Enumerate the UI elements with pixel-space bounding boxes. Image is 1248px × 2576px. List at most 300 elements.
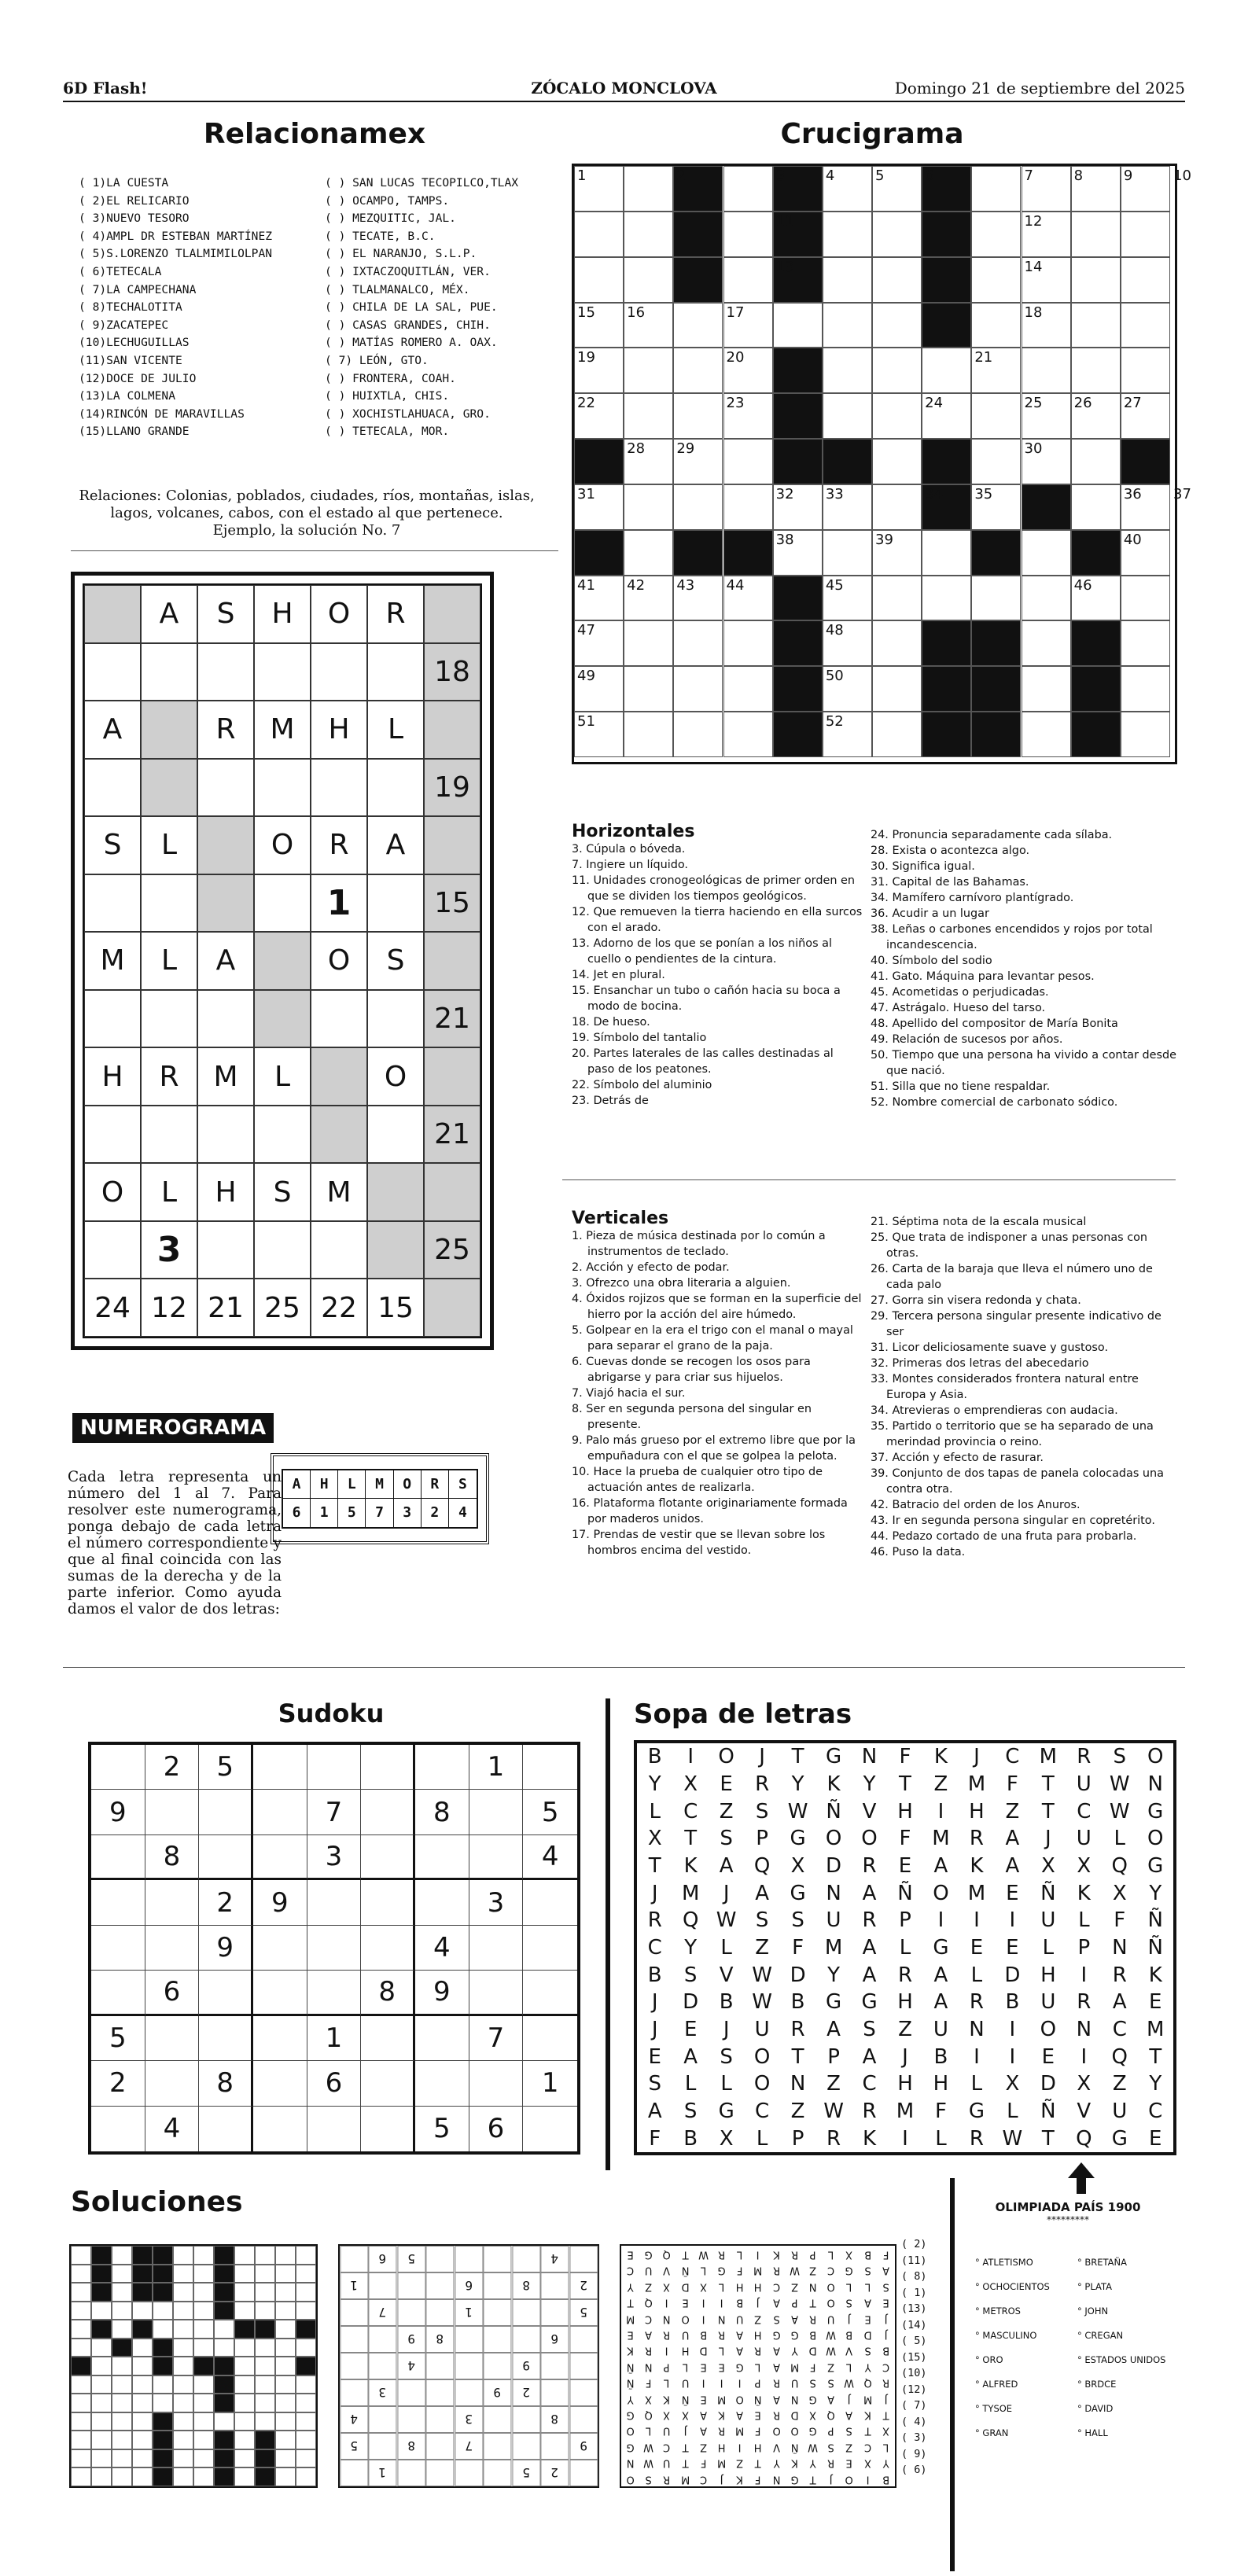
solution-sopa-letter: C xyxy=(827,2264,835,2276)
solution-crossword-cell xyxy=(132,2394,153,2412)
relacionamex-answer: ( 7) xyxy=(901,2399,927,2412)
solution-sopa-letter: S xyxy=(773,2312,780,2324)
numerograma-cell xyxy=(84,990,141,1048)
solution-sudoku-cell: 8 xyxy=(397,2433,425,2460)
solution-sopa-letter: B xyxy=(882,2344,889,2357)
numerograma-cell xyxy=(197,759,254,817)
sopa-letter: T xyxy=(1149,2044,1162,2069)
sopa-letter: Y xyxy=(1149,1881,1162,1905)
sudoku-cell xyxy=(361,2107,415,2151)
crossword-cell xyxy=(971,257,1021,303)
solution-crossword-cell xyxy=(173,2467,193,2486)
sopa-letter: L xyxy=(720,2072,732,2096)
numerograma-cell xyxy=(311,759,367,817)
solution-sopa-letter: P xyxy=(827,2424,834,2437)
sopa-letter: G xyxy=(825,1990,842,2015)
solution-crossword-cell xyxy=(214,2357,234,2375)
crossword-cell xyxy=(872,257,922,303)
sopa-letter: A xyxy=(683,2044,698,2069)
sopa-letter: I xyxy=(687,1745,694,1769)
solution-crossword-cell xyxy=(91,2449,112,2468)
solution-crossword-cell xyxy=(91,2412,112,2431)
sopa-letter: F xyxy=(1114,1908,1126,1933)
crossword-cell xyxy=(624,620,673,666)
solution-sopa-letter: S xyxy=(882,2280,889,2293)
crossword-cell xyxy=(872,666,922,712)
crossword-cell xyxy=(1071,620,1121,666)
solution-crossword-cell xyxy=(275,2302,296,2320)
numerograma-cell: 24 xyxy=(84,1279,141,1337)
clue-item: 15. Ensanchar un tubo o cañón hacia su boca a modo de bocina. xyxy=(572,984,841,1013)
crossword-cell xyxy=(673,620,723,666)
crossword-cell xyxy=(922,303,971,348)
sopa-letter: M xyxy=(1039,1745,1058,1769)
relacionamex-place: ( 2)EL RELICARIO xyxy=(79,193,190,208)
crossword-cell xyxy=(872,712,922,757)
crossword-cell xyxy=(872,576,922,621)
numerograma-key-number: 2 xyxy=(422,1499,449,1527)
solution-sudoku-cell xyxy=(455,2353,483,2379)
clue-item: 3. Cúpula o bóveda. xyxy=(572,843,686,856)
solution-crossword-cell xyxy=(234,2394,255,2412)
page-header xyxy=(63,79,1185,101)
sopa-letter: Q xyxy=(1111,2044,1128,2069)
solution-sudoku-cell xyxy=(483,2353,511,2379)
relacionamex-state: ( 7) LEÓN, GTO. xyxy=(325,353,429,367)
solution-sopa-letter: A xyxy=(736,2409,744,2421)
solution-crossword-cell xyxy=(71,2412,91,2431)
relacionamex-note xyxy=(71,488,543,539)
sopa-letter: T xyxy=(684,1827,698,1851)
sopa-letter: Y xyxy=(791,1772,804,1796)
solution-crossword-cell xyxy=(275,2394,296,2412)
crossword-number: 7 xyxy=(1024,167,1033,184)
solution-sopa-letter: X xyxy=(645,2392,653,2405)
solution-sopa-letter: R xyxy=(718,2424,726,2437)
solution-crossword-cell xyxy=(296,2265,316,2283)
crossword-cell xyxy=(624,666,673,712)
solution-crossword-cell xyxy=(173,2375,193,2394)
sopa-letter: F xyxy=(1006,1772,1018,1796)
solution-crossword-cell xyxy=(112,2375,132,2394)
solution-sopa-letter: A xyxy=(736,2328,744,2341)
solution-sopa-letter: U xyxy=(681,2376,689,2389)
crossword-cell xyxy=(872,303,922,348)
crossword-cell xyxy=(723,712,773,757)
numerograma-cell: R xyxy=(311,816,367,874)
solution-sudoku-cell xyxy=(397,2406,425,2433)
solution-sopa-letter: R xyxy=(645,2344,653,2357)
sopa-letter: W xyxy=(716,1908,737,1933)
solution-sopa-letter: R xyxy=(754,2344,762,2357)
relacionamex-place: ( 1)LA CUESTA xyxy=(79,176,169,190)
verticales-right xyxy=(871,1214,1177,1560)
crossword-cell xyxy=(922,439,971,484)
sopa-letter: W xyxy=(1002,2126,1023,2151)
olimpiada-word: ° GRAN xyxy=(975,2427,1009,2438)
solution-crossword-cell xyxy=(234,2246,255,2265)
relacionamex-answers xyxy=(901,2236,937,2478)
sopa-letter: L xyxy=(1007,2099,1018,2123)
sopa-letter: L xyxy=(1042,1935,1055,1960)
solution-crossword-cell xyxy=(173,2246,193,2265)
soluciones-title: Soluciones xyxy=(71,2186,243,2218)
solution-crossword-cell xyxy=(275,2431,296,2449)
numerograma-cell: O xyxy=(254,816,311,874)
solution-sopa-letter: Z xyxy=(827,2361,835,2373)
sudoku-cell xyxy=(91,1745,145,1790)
sopa-letter: N xyxy=(1147,1772,1163,1796)
solution-crossword-cell xyxy=(112,2467,132,2486)
solution-crossword-cell xyxy=(193,2412,214,2431)
sopa-letter: N xyxy=(861,1745,878,1769)
sudoku-cell: 8 xyxy=(415,1790,469,1834)
solution-sopa-letter: Ñ xyxy=(626,2376,635,2389)
solution-sopa-letter: A xyxy=(827,2392,835,2405)
olimpiada-word: ° CREGAN xyxy=(1077,2330,1124,2341)
solution-sopa-letter: T xyxy=(882,2409,889,2421)
sudoku-cell xyxy=(145,1926,200,1971)
numerograma-grid-frame xyxy=(71,572,494,1350)
solution-sopa-letter: J xyxy=(848,2312,851,2324)
sopa-letter: R xyxy=(969,2126,984,2151)
solution-crossword-cell xyxy=(193,2394,214,2412)
numerograma-cell: 25 xyxy=(424,1221,480,1279)
sudoku-cell xyxy=(361,1835,415,1880)
sopa-letter: G xyxy=(790,1827,806,1851)
solution-sopa-letter: I xyxy=(757,2248,760,2261)
crossword-cell xyxy=(1071,484,1121,530)
crossword-cell xyxy=(823,530,872,576)
clue-item: 44. Pedazo cortado de una fruta para probarla. xyxy=(871,1530,1137,1543)
sudoku-cell: 6 xyxy=(307,2061,362,2106)
solution-crossword-cell xyxy=(173,2283,193,2302)
relacionamex-place: ( 8)TECHALOTITA xyxy=(79,300,182,315)
sopa-letter: E xyxy=(970,1935,984,1960)
sudoku-cell xyxy=(361,1790,415,1834)
sudoku-cell: 6 xyxy=(469,2107,524,2151)
numerograma-cell xyxy=(424,585,480,643)
sopa-letter: S xyxy=(1113,1745,1127,1769)
solution-crossword-cell xyxy=(153,2467,173,2486)
crossword-cell xyxy=(1022,484,1071,530)
crossword-cell xyxy=(1022,620,1071,666)
crossword-cell xyxy=(624,393,673,439)
crossword-cell xyxy=(574,530,624,576)
crossword-number: 51 xyxy=(577,713,595,730)
relacionamex-place: (10)LECHUGUILLAS xyxy=(79,336,190,350)
numerograma-cell: H xyxy=(254,585,311,643)
arrow-up-icon xyxy=(1068,2162,1095,2197)
olimpiada-word: ° ESTADOS UNIDOS xyxy=(1077,2354,1166,2365)
solution-sopa-letter: Z xyxy=(699,2441,707,2453)
sopa-letter: R xyxy=(1112,1963,1127,1987)
solution-sopa-letter: Y xyxy=(627,2280,634,2293)
solution-crossword-cell xyxy=(193,2320,214,2339)
solution-sopa-letter: F xyxy=(809,2361,816,2373)
solution-sopa-letter: J xyxy=(683,2424,687,2437)
crossword-cell xyxy=(673,484,723,530)
solution-sudoku-cell: 9 xyxy=(483,2379,511,2406)
numerograma-cell xyxy=(84,1106,141,1164)
solution-crossword-cell xyxy=(193,2449,214,2468)
solution-sudoku-cell: 6 xyxy=(368,2246,396,2272)
relacionamex-title: Relacionamex xyxy=(203,118,426,150)
crossword-number: 43 xyxy=(676,576,695,594)
numerograma-cell: 22 xyxy=(311,1279,367,1337)
crossword-cell xyxy=(773,439,823,484)
sopa-letter: Z xyxy=(933,1772,948,1796)
clue-item: 19. Símbolo del tantalio xyxy=(572,1032,707,1044)
solution-sudoku-cell: 8 xyxy=(512,2272,540,2299)
solution-crossword-cell xyxy=(214,2467,234,2486)
solution-sudoku-cell xyxy=(397,2460,425,2486)
numerograma-cell xyxy=(254,990,311,1048)
crossword-number: 31 xyxy=(577,485,595,502)
solution-sopa-letter: M xyxy=(753,2264,763,2276)
relacionamex-answer: ( 4) xyxy=(901,2415,927,2428)
crossword-number: 11 xyxy=(775,212,794,230)
crossword-cell xyxy=(773,348,823,393)
solution-crossword-cell xyxy=(296,2302,316,2320)
numerograma-cell xyxy=(254,759,311,817)
solution-sudoku-cell xyxy=(368,2406,396,2433)
crossword-cell xyxy=(673,212,723,257)
sopa-letter: K xyxy=(933,1745,948,1769)
clue-item: 40. Símbolo del sodio xyxy=(871,955,992,967)
solution-sopa-letter: Y xyxy=(864,2361,871,2373)
solution-sudoku-cell xyxy=(540,2299,569,2326)
numerograma-key-letter: H xyxy=(311,1470,338,1499)
solution-crossword-cell xyxy=(193,2283,214,2302)
solution-sudoku-cell xyxy=(368,2272,396,2299)
solution-sopa-letter: S xyxy=(809,2376,816,2389)
clue-item: 32. Primeras dos letras del abecedario xyxy=(871,1357,1089,1370)
solution-crossword-cell xyxy=(234,2449,255,2468)
crossword-number: 2 xyxy=(676,167,686,184)
sopa-letter: N xyxy=(1112,1935,1128,1960)
crossword-cell xyxy=(1022,666,1071,712)
clue-item: 10. Hace la prueba de cualquier otro tipo de actuación antes de realizarla. xyxy=(572,1466,823,1494)
sopa-letter: U xyxy=(1076,1772,1092,1796)
solution-crossword-cell xyxy=(255,2320,275,2339)
solution-sopa-letter: Z xyxy=(645,2280,653,2293)
solution-sopa-letter: E xyxy=(864,2312,871,2324)
solution-sopa-letter: H xyxy=(754,2328,762,2341)
solution-crossword-cell xyxy=(71,2265,91,2283)
solution-sopa-letter: L xyxy=(828,2248,834,2261)
sopa-letter: A xyxy=(862,1935,877,1960)
solution-crossword-cell xyxy=(153,2394,173,2412)
solution-sopa-letter: H xyxy=(681,2344,690,2357)
solution-sopa-letter: E xyxy=(700,2361,707,2373)
sopa-letter: I xyxy=(1009,2017,1016,2041)
numerograma-cell xyxy=(197,816,254,874)
numerograma-cell xyxy=(197,990,254,1048)
solution-sopa-letter: L xyxy=(682,2361,688,2373)
crossword-cell xyxy=(773,393,823,439)
solution-crossword-cell xyxy=(91,2394,112,2412)
relacionamex-row xyxy=(79,263,558,282)
sopa-letter: M xyxy=(896,2099,915,2123)
solution-crossword-cell xyxy=(91,2375,112,2394)
solution-sopa-letter: E xyxy=(845,2456,853,2469)
solution-sopa-letter: P xyxy=(791,2296,798,2309)
relacionamex-example: Ejemplo, la solución No. 7 xyxy=(212,522,401,539)
sudoku-cell xyxy=(253,2016,307,2061)
solution-sudoku-cell xyxy=(340,2246,368,2272)
crossword-number: 6 xyxy=(925,167,934,184)
crossword-number: 48 xyxy=(825,622,844,639)
solution-sudoku-cell: 6 xyxy=(455,2272,483,2299)
relacionamex-answer: ( 2) xyxy=(901,2238,927,2250)
crossword-number: 1 xyxy=(577,167,587,184)
clue-item: 31. Licor deliciosamente suave y gustoso. xyxy=(871,1341,1109,1354)
solution-crossword-cell xyxy=(296,2357,316,2375)
relacionamex-row xyxy=(79,245,558,263)
numerograma-cell xyxy=(424,816,480,874)
sopa-letter: Z xyxy=(898,2017,912,2041)
sopa-letter: Q xyxy=(682,1908,699,1933)
sopa-letter: D xyxy=(1040,2072,1056,2096)
relacionamex-place: ( 6)TETECALA xyxy=(79,264,162,278)
solution-crossword-cell xyxy=(234,2467,255,2486)
sopa-letter: I xyxy=(974,1908,980,1933)
solution-sopa-letter: G xyxy=(790,2472,799,2485)
solution-sopa-letter: T xyxy=(809,2472,816,2485)
clue-item: 27. Gorra sin visera redonda y chata. xyxy=(871,1294,1081,1307)
sudoku-cell xyxy=(253,1926,307,1971)
solution-crossword-cell xyxy=(255,2449,275,2468)
solution-sopa-letter: Y xyxy=(627,2392,634,2405)
solution-sopa-letter: N xyxy=(808,2280,817,2293)
crossword-number: 10 xyxy=(1173,167,1191,184)
solution-sopa-letter: A xyxy=(772,2361,780,2373)
clue-item: 17. Prendas de vestir que se llevan sobre los hombros encima del vestido. xyxy=(572,1529,826,1557)
sopa-letter: J xyxy=(723,1881,730,1905)
solution-crossword-cell xyxy=(132,2449,153,2468)
relacionamex-row xyxy=(79,406,558,424)
sopa-letter: X xyxy=(1040,1853,1055,1878)
numerograma-cell: 21 xyxy=(197,1279,254,1337)
clue-item: 7. Viajó hacia el sur. xyxy=(572,1387,686,1400)
sopa-letter: A xyxy=(826,2017,841,2041)
solution-crossword-cell xyxy=(173,2357,193,2375)
numerograma-cell xyxy=(311,990,367,1048)
solution-sopa-letter: Ñ xyxy=(681,2264,690,2276)
crossword-number: 45 xyxy=(825,576,844,594)
clue-item: 51. Silla que no tiene respaldar. xyxy=(871,1080,1051,1093)
numerograma-cell: 12 xyxy=(141,1279,197,1337)
numerograma-cell: 15 xyxy=(424,874,480,933)
sopa-letter: W xyxy=(787,1799,808,1823)
relacionamex-row xyxy=(79,370,558,388)
solution-crossword-cell xyxy=(255,2467,275,2486)
solution-sopa-letter: M xyxy=(863,2392,872,2405)
sopa-letter: X xyxy=(647,1827,662,1851)
sudoku-cell xyxy=(415,1835,469,1880)
numerograma-cell: O xyxy=(311,585,367,643)
solution-crossword-cell xyxy=(234,2412,255,2431)
solution-sudoku-cell xyxy=(569,2326,598,2353)
sopa-letter: O xyxy=(825,1827,842,1851)
clue-item: 11. Unidades cronogeológicas de primer orden en que se dividen los tiempos geológicos. xyxy=(572,874,855,903)
solution-sudoku-cell: 1 xyxy=(368,2460,396,2486)
solution-crossword-cell xyxy=(132,2412,153,2431)
solution-crossword-cell xyxy=(71,2375,91,2394)
solution-crossword-cell xyxy=(173,2302,193,2320)
sudoku-cell xyxy=(199,2107,253,2151)
crossword-cell xyxy=(1121,576,1170,621)
solution-sopa-letter: P xyxy=(809,2248,816,2261)
sudoku-cell xyxy=(145,1880,200,1925)
sopa-letter: Q xyxy=(1076,2126,1092,2151)
sudoku-cell xyxy=(145,2016,200,2061)
solution-crossword-cell xyxy=(71,2467,91,2486)
verticales-left xyxy=(572,1211,863,1558)
solution-sopa-letter: S xyxy=(864,2344,871,2357)
solution-crossword-cell xyxy=(214,2283,234,2302)
solution-crossword-cell xyxy=(296,2283,316,2302)
crossword-cell xyxy=(922,576,971,621)
sopa-letter: F xyxy=(899,1827,911,1851)
solution-sopa-letter: S xyxy=(845,2424,853,2437)
sopa-letter: U xyxy=(826,1908,841,1933)
solution-sopa-letter: A xyxy=(645,2328,653,2341)
solution-sopa-letter: Q xyxy=(826,2409,835,2421)
solution-crossword-cell xyxy=(71,2394,91,2412)
numerograma-cell xyxy=(84,643,141,701)
numerograma-key-number: 7 xyxy=(366,1499,393,1527)
crossword-cell xyxy=(922,666,971,712)
solution-sudoku-cell: 9 xyxy=(512,2353,540,2379)
sopa-letter: L xyxy=(970,1963,983,1987)
sopa-letter: Y xyxy=(684,1935,698,1960)
solution-sopa-letter: Z xyxy=(809,2264,817,2276)
sudoku-cell xyxy=(307,1880,362,1925)
numerograma-cell: S xyxy=(254,1163,311,1221)
solution-sopa-letter: D xyxy=(808,2344,817,2357)
crossword-cell xyxy=(673,666,723,712)
crossword-number: 15 xyxy=(577,304,595,321)
relacionamex-row xyxy=(79,388,558,406)
relacionamex-place: ( 5)S.LORENZO TLALMIMILOLPAN xyxy=(79,247,273,261)
sopa-letter: Z xyxy=(790,2099,805,2123)
sudoku-cell: 7 xyxy=(469,2016,524,2061)
solution-sopa-letter: R xyxy=(663,2472,671,2485)
solution-sopa-letter: H xyxy=(754,2441,762,2453)
solution-sudoku-cell xyxy=(483,2299,511,2326)
solution-crossword-cell xyxy=(255,2375,275,2394)
clue-item: 30. Significa igual. xyxy=(871,860,975,873)
crossword-cell xyxy=(1121,439,1170,484)
clue-item: 18. De hueso. xyxy=(572,1016,650,1029)
sopa-letter: A xyxy=(933,1990,948,2015)
crossword-cell xyxy=(872,439,922,484)
sopa-letter: U xyxy=(754,2017,770,2041)
sopa-letter: V xyxy=(862,1799,877,1823)
solution-crossword-cell xyxy=(296,2375,316,2394)
numerograma-cell: L xyxy=(141,932,197,990)
relacionamex-answer: ( 6) xyxy=(901,2464,927,2476)
sopa-letter: R xyxy=(647,1908,662,1933)
numerograma-cell: 21 xyxy=(424,1106,480,1164)
crossword-number: 14 xyxy=(1024,258,1043,275)
sopa-letter: R xyxy=(862,1853,877,1878)
numerograma-cell: A xyxy=(84,701,141,759)
numerograma-title: NUMEROGRAMA xyxy=(72,1413,274,1443)
numerograma-cell xyxy=(197,1106,254,1164)
